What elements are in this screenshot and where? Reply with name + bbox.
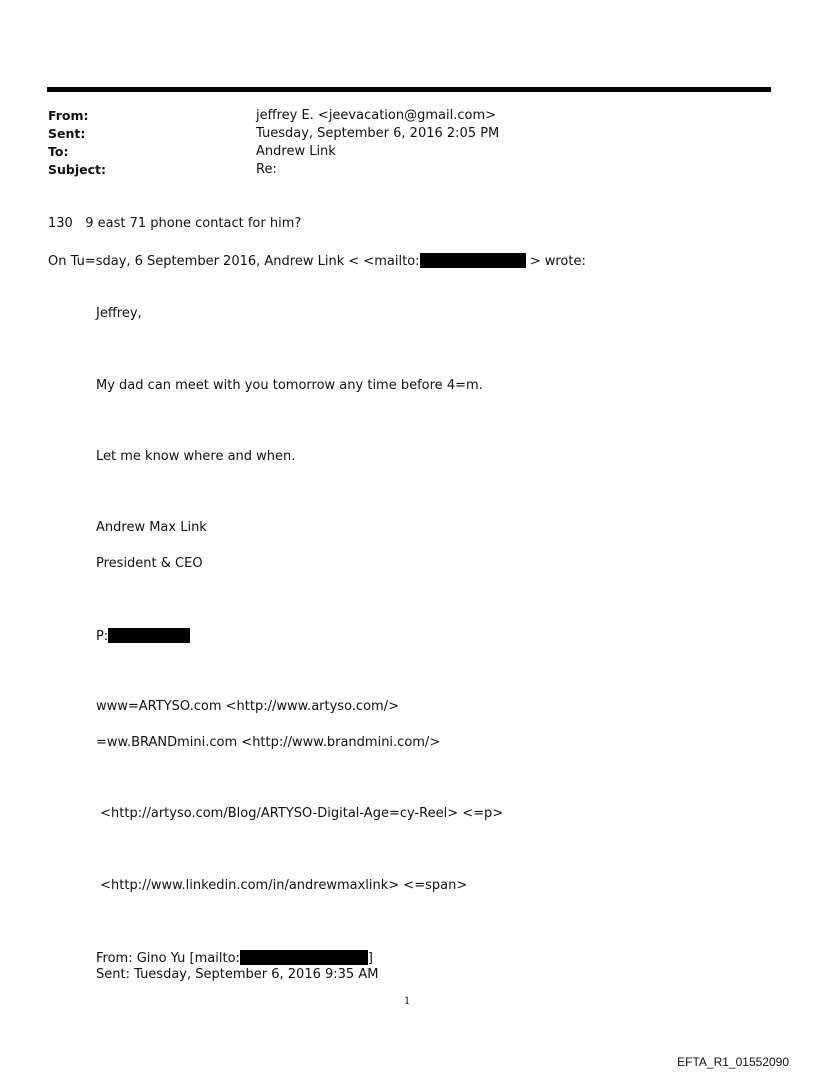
forwarded-from-suffix: ] (367, 951, 373, 966)
paragraph-meeting: My dad can meet with you tomorrow any time before 4=m. (96, 378, 483, 393)
sent-label: Sent: (48, 126, 86, 141)
signature-phone (96, 628, 190, 644)
quote-attribution (48, 253, 586, 269)
to-value: Andrew Link (256, 144, 336, 159)
redaction-block (420, 253, 526, 268)
forwarded-from (96, 950, 373, 966)
reply-text: 130 9 east 71 phone contact for him? (48, 216, 302, 231)
forwarded-sent: Sent: Tuesday, September 6, 2016 9:35 AM (96, 967, 379, 982)
phone-label: P: (96, 629, 109, 644)
redaction-block (108, 628, 190, 643)
signature-title: President & CEO (96, 556, 203, 571)
link-artyso-blog: <http://artyso.com/Blog/ARTYSO-Digital-Age=cy-Reel> <=p> (96, 806, 504, 821)
subject-label: Subject: (48, 162, 106, 177)
document-id: EFTA_R1_01552090 (677, 1055, 789, 1069)
quote-attribution-prefix: On Tu=sday, 6 September 2016, Andrew Link < <mailto: (48, 254, 420, 269)
redaction-block (240, 950, 368, 965)
from-label: From: (48, 108, 89, 123)
link-artyso: www=ARTYSO.com <http://www.artyso.com/> (96, 699, 399, 714)
from-value: jeffrey E. <jeevacation@gmail.com> (256, 108, 496, 123)
paragraph-location: Let me know where and when. (96, 449, 296, 464)
header-rule (47, 87, 771, 92)
subject-value: Re: (256, 162, 277, 177)
sent-value: Tuesday, September 6, 2016 2:05 PM (256, 126, 500, 141)
signature-name: Andrew Max Link (96, 520, 207, 535)
link-brandmini: =ww.BRANDmini.com <http://www.brandmini.com/> (96, 735, 441, 750)
greeting: Jeffrey, (96, 306, 142, 321)
quote-attribution-suffix: > wrote: (525, 254, 586, 269)
page-number: 1 (404, 996, 411, 1007)
forwarded-from-prefix: From: Gino Yu [mailto: (96, 951, 240, 966)
to-label: To: (48, 144, 69, 159)
link-linkedin: <http://www.linkedin.com/in/andrewmaxlink> <=span> (96, 878, 468, 893)
